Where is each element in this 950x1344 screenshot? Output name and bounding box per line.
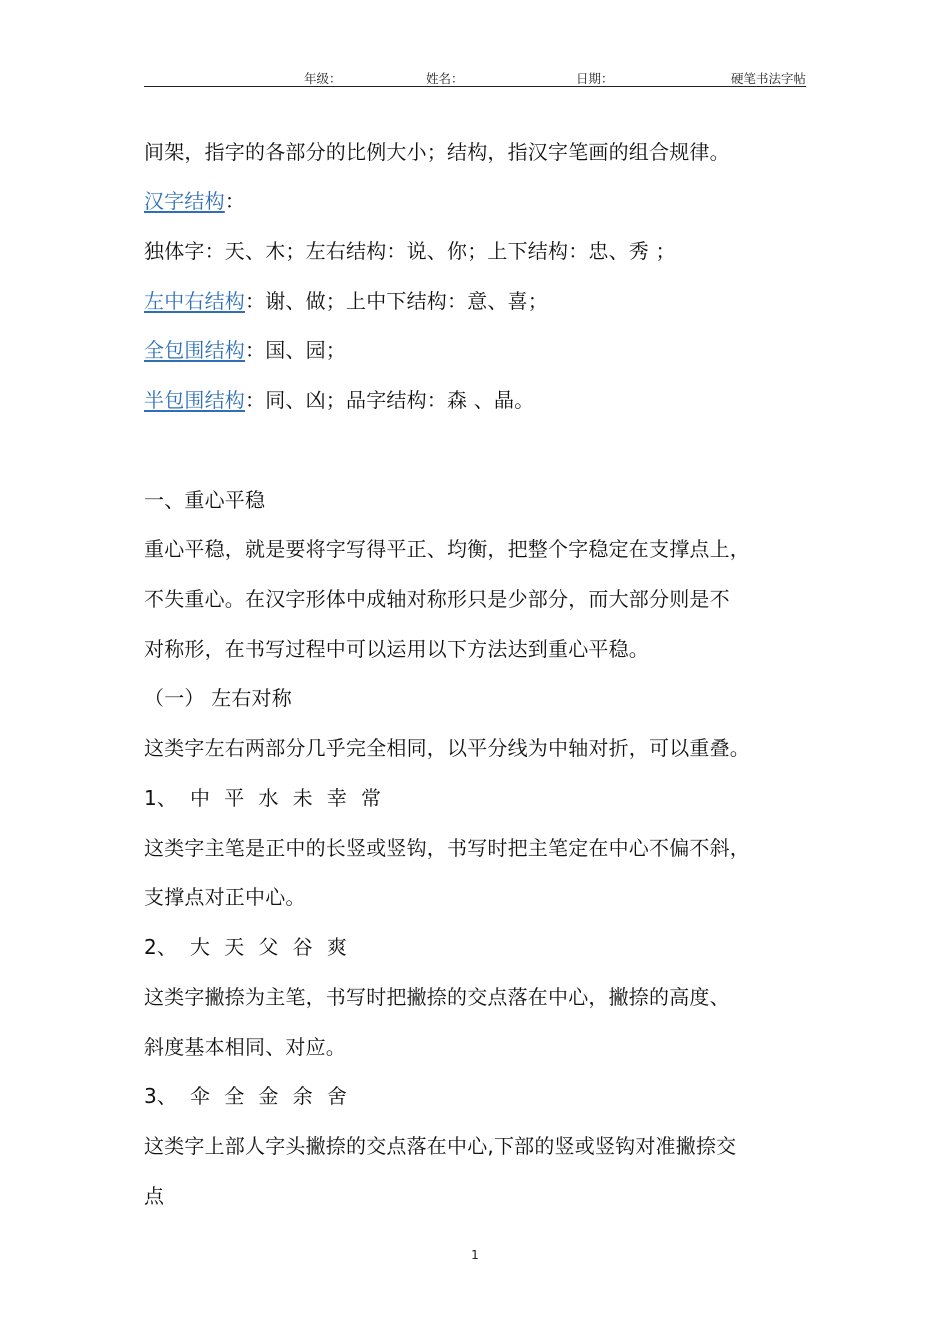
example-char: 父 bbox=[258, 935, 279, 959]
example-num: 2、 bbox=[144, 935, 178, 959]
structures-heading bbox=[144, 187, 245, 215]
section-para-line: 重心平稳，就是要将字写得平正、均衡，把整个字稳定在支撑点上， bbox=[144, 537, 750, 561]
example-desc-line: 斜度基本相同、对应。 bbox=[144, 1035, 346, 1059]
example-char: 爽 bbox=[326, 935, 348, 959]
section-title: 一、重心平稳 bbox=[144, 488, 266, 512]
page-header bbox=[144, 66, 806, 87]
example-char: 舍 bbox=[326, 1084, 348, 1108]
page-number: 1 bbox=[471, 1248, 479, 1262]
example-num: 3、 bbox=[144, 1084, 178, 1108]
example-row-1 bbox=[144, 784, 395, 812]
example-desc-line: 支撑点对正中心。 bbox=[144, 885, 306, 909]
example-row-3 bbox=[144, 1082, 361, 1110]
example-char: 金 bbox=[258, 1084, 279, 1108]
example-char: 天 bbox=[224, 935, 245, 959]
example-char: 幸 bbox=[326, 786, 348, 810]
section-para-line: 对称形，在书写过程中可以运用以下方法达到重心平稳。 bbox=[144, 637, 649, 661]
link-half-enclosure[interactable]: 半包围结构 bbox=[144, 388, 245, 412]
structures-heading-suffix: ： bbox=[224, 189, 246, 213]
subsection-title: （一） 左右对称 bbox=[144, 686, 292, 710]
structures-line-2 bbox=[144, 287, 548, 315]
example-char: 全 bbox=[224, 1084, 245, 1108]
example-row-2 bbox=[144, 933, 361, 961]
example-char: 伞 bbox=[190, 1084, 211, 1108]
example-char: 水 bbox=[258, 786, 279, 810]
name-label: 姓名： bbox=[426, 71, 464, 86]
example-char: 余 bbox=[292, 1084, 313, 1108]
example-num: 1、 bbox=[144, 786, 178, 810]
structures-line-1: 独体字：天、木；左右结构：说、你；上下结构：忠、秀 ； bbox=[144, 239, 676, 263]
structures-line-3-rest: ：国、园； bbox=[245, 338, 346, 362]
link-hanzi-structure[interactable]: 汉字结构 bbox=[144, 189, 225, 213]
example-char: 中 bbox=[190, 786, 211, 810]
section-para-line: 不失重心。在汉字形体中成轴对称形只是少部分，而大部分则是不 bbox=[144, 587, 730, 611]
example-desc-line: 点 bbox=[144, 1184, 165, 1208]
doc-title: 硬笔书法字帖 bbox=[730, 71, 806, 86]
grade-label: 年级： bbox=[304, 71, 342, 86]
link-left-middle-right[interactable]: 左中右结构 bbox=[144, 289, 245, 313]
example-desc-line: 这类字上部人字头撇捺的交点落在中心,下部的竖或竖钩对准撇捺交 bbox=[144, 1134, 737, 1158]
example-char: 未 bbox=[292, 786, 313, 810]
date-label: 日期： bbox=[576, 71, 614, 86]
example-char: 大 bbox=[190, 935, 211, 959]
structures-line-4 bbox=[144, 386, 534, 414]
link-full-enclosure[interactable]: 全包围结构 bbox=[144, 338, 245, 362]
example-char: 常 bbox=[361, 786, 382, 810]
intro-text: 间架，指字的各部分的比例大小；结构，指汉字笔画的组合规律。 bbox=[144, 140, 730, 164]
example-desc-line: 这类字主笔是正中的长竖或竖钩，书写时把主笔定在中心不偏不斜， bbox=[144, 836, 750, 860]
example-char: 谷 bbox=[292, 935, 313, 959]
subsection-desc: 这类字左右两部分几乎完全相同，以平分线为中轴对折，可以重叠。 bbox=[144, 736, 750, 760]
structures-line-3 bbox=[144, 336, 346, 364]
example-char: 平 bbox=[224, 786, 245, 810]
structures-line-2-rest: ：谢、做；上中下结构：意、喜； bbox=[245, 289, 548, 313]
example-desc-line: 这类字撇捺为主笔，书写时把撇捺的交点落在中心，撇捺的高度、 bbox=[144, 985, 730, 1009]
structures-line-4-rest: ：同、凶；品字结构：森 、晶。 bbox=[245, 388, 535, 412]
